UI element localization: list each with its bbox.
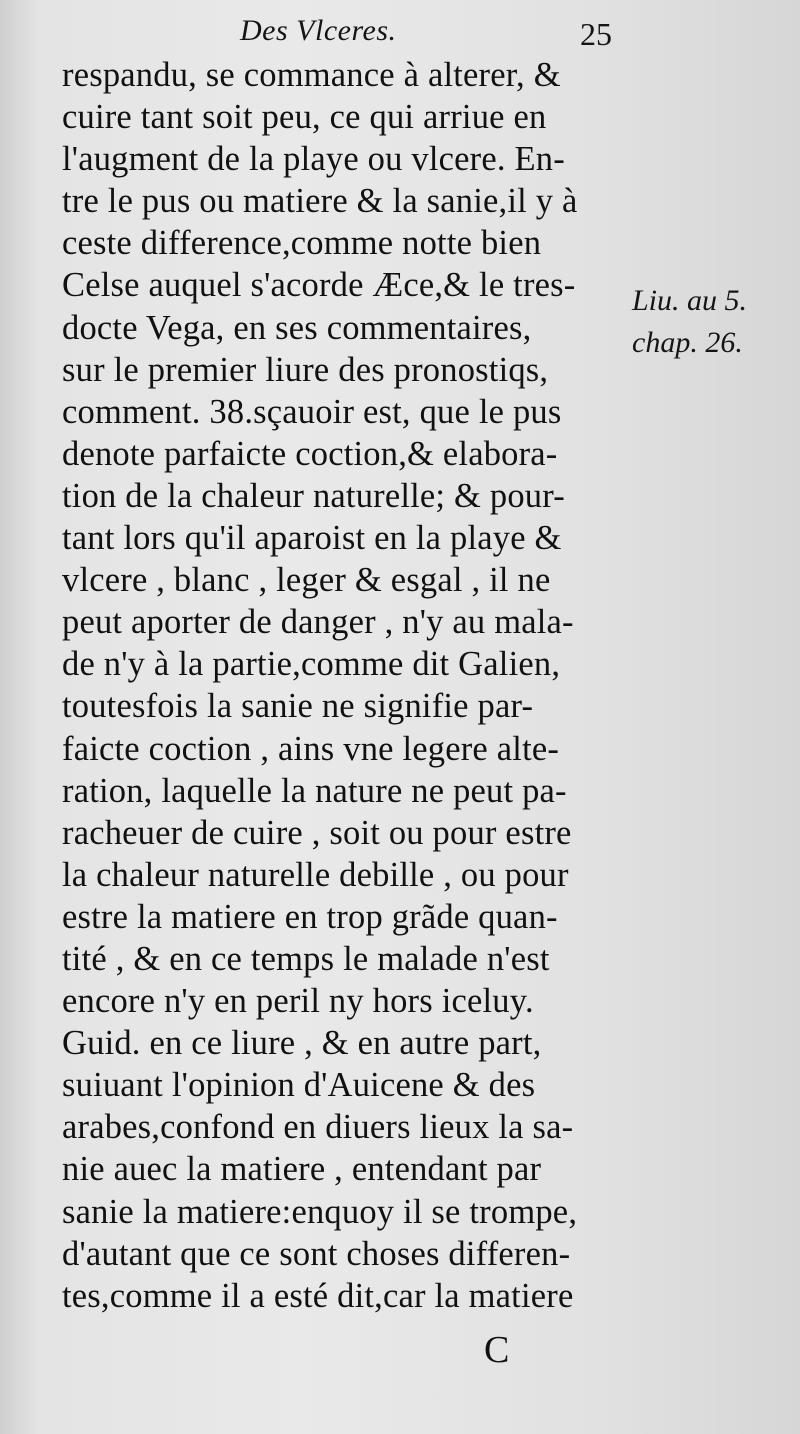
text-line: tre le pus ou matiere & la sanie,il y à xyxy=(62,182,578,221)
text-line: suiuant l'opinion d'Auicene & des xyxy=(62,1066,536,1105)
text-line: respandu, se commance à alterer, & xyxy=(62,56,561,94)
text-line: l'augment de la playe ou vlcere. En- xyxy=(62,140,565,179)
text-line: peut aporter de danger , n'y au mala- xyxy=(62,603,574,642)
text-line: d'autant que ce sont choses differen- xyxy=(62,1234,571,1273)
text-line: faicte coction , ains vne legere alte- xyxy=(62,729,560,768)
text-line: estre la matiere en trop grãde quan- xyxy=(62,897,558,936)
text-line: racheuer de cuire , soit ou pour estre xyxy=(62,813,572,852)
text-line: ceste difference,comme notte bien xyxy=(62,224,542,263)
text-line: encore n'y en peril ny hors iceluy. xyxy=(62,982,534,1021)
signature-mark: C xyxy=(484,1329,510,1371)
margin-note-book: Liu. au 5. xyxy=(632,284,748,317)
text-line: sanie la matiere:enquoy il se trompe, xyxy=(62,1192,578,1231)
text-line: denote parfaicte coction,& elabora- xyxy=(62,434,558,473)
text-line: tes,comme il a esté dit,car la matiere xyxy=(62,1276,574,1315)
text-line: Celse auquel s'acorde Æce,& le tres- xyxy=(62,266,576,305)
text-line: de n'y à la partie,comme dit Galien, xyxy=(62,645,561,684)
text-line: Guid. en ce liure , & en autre part, xyxy=(62,1024,542,1063)
text-line: arabes,confond en diuers lieux la sa- xyxy=(62,1108,574,1147)
running-title: Des Vlceres. xyxy=(240,14,397,47)
text-line: la chaleur naturelle debille , ou pour xyxy=(62,855,569,894)
text-line: docte Vega, en ses commentaires, xyxy=(62,308,532,347)
text-line: toutesfois la sanie ne signifie par- xyxy=(62,687,534,726)
text-line: tité , & en ce temps le malade n'est xyxy=(62,939,550,978)
text-line: comment. 38.sçauoir est, que le pus xyxy=(62,392,562,431)
text-line: cuire tant soit peu, ce qui arriue en xyxy=(62,98,547,137)
text-line: tion de la chaleur naturelle; & pour- xyxy=(62,476,565,515)
body-text xyxy=(62,54,632,1317)
margin-note-chapter: chap. 26. xyxy=(632,326,743,359)
text-line: nie auec la matiere , entendant par xyxy=(62,1150,542,1189)
page-number: 25 xyxy=(580,16,612,52)
text-line: ration, laquelle la nature ne peut pa- xyxy=(62,771,567,810)
text-line: vlcere , blanc , leger & esgal , il ne xyxy=(62,561,551,600)
text-line: tant lors qu'il aparoist en la playe & xyxy=(62,519,562,558)
text-line: sur le premier liure des pronostiqs, xyxy=(62,350,549,389)
